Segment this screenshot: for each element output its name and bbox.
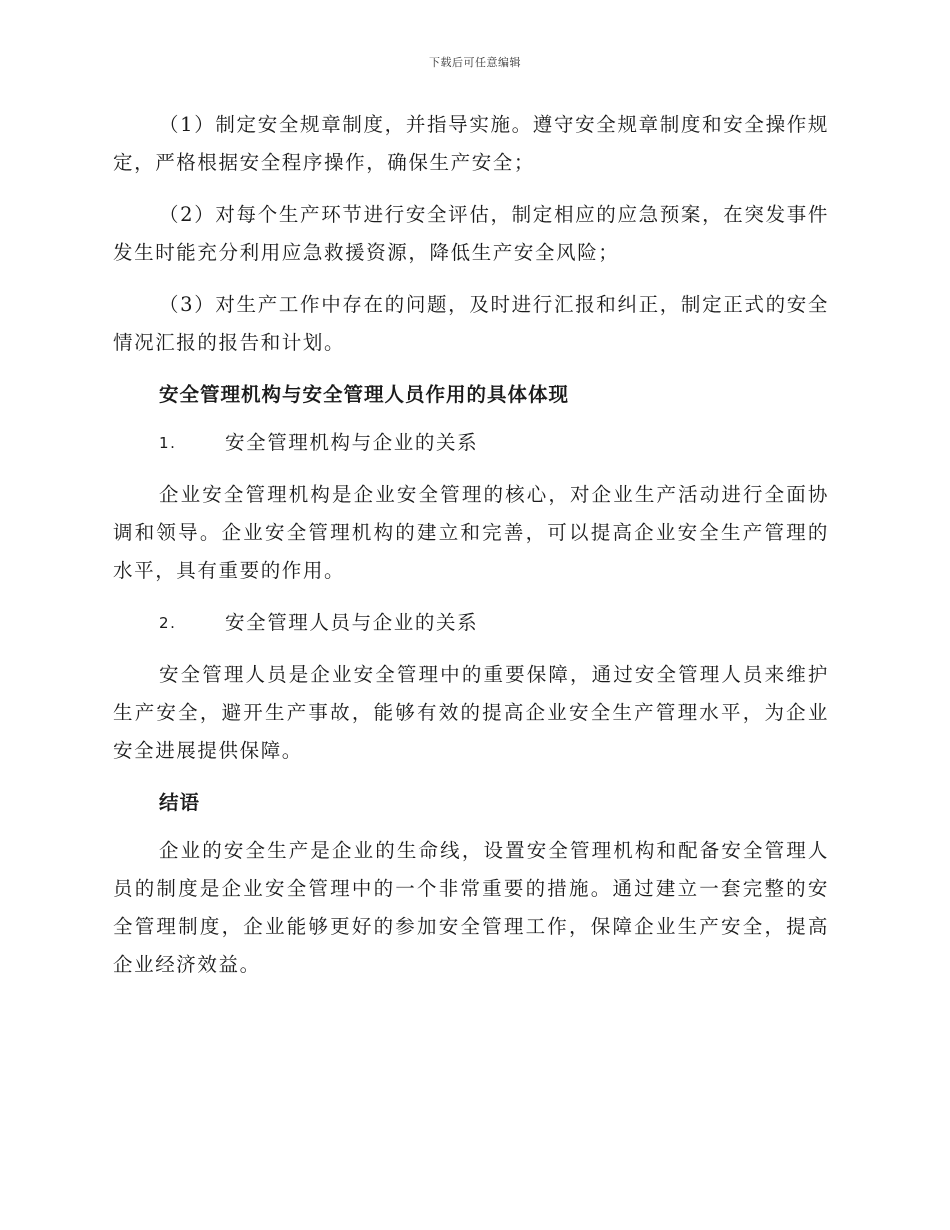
section-heading: 安全管理机构与安全管理人员作用的具体体现 <box>159 383 570 406</box>
conclusion-body: 企业的安全生产是企业的生命线，设置安全管理机构和配备安全管理人员的制度是企业安全管理中的一个非常重要的措施。通过建立一套完整的安全管理制度，企业能够更好的参加安全管理工作，保障企业生产安全，提高企业经济效益。 <box>113 839 829 976</box>
item-title-1: 安全管理机构与企业的关系 <box>225 431 479 454</box>
paragraph-2: （2）对每个生产环节进行安全评估，制定相应的应急预案，在突发事件发生时能充分利用应急救援资源，降低生产安全风险； <box>113 203 829 264</box>
item-title-2: 安全管理人员与企业的关系 <box>225 611 479 634</box>
paragraph-1: （1）制定安全规章制度，并指导实施。遵守安全规章制度和安全操作规定，严格根据安全程序操作，确保生产安全； <box>113 113 829 174</box>
document-body <box>113 106 829 998</box>
page-header: 下载后可任意编辑 <box>429 56 521 69</box>
item-2-body: 安全管理人员是企业安全管理中的重要保障，通过安全管理人员来维护生产安全，避开生产事故，能够有效的提高企业安全生产管理水平，为企业安全进展提供保障。 <box>113 663 829 762</box>
conclusion-heading: 结语 <box>159 791 201 814</box>
item-number-2: 2. <box>159 614 177 632</box>
item-1-body: 企业安全管理机构是企业安全管理的核心，对企业生产活动进行全面协调和领导。企业安全管理机构的建立和完善，可以提高企业安全生产管理的水平，具有重要的作用。 <box>113 483 829 582</box>
numbered-item-2 <box>159 604 829 642</box>
paragraph-3: （3）对生产工作中存在的问题，及时进行汇报和纠正，制定正式的安全情况汇报的报告和计划。 <box>113 293 829 354</box>
numbered-item-1 <box>159 424 829 462</box>
item-number-1: 1. <box>159 434 177 452</box>
